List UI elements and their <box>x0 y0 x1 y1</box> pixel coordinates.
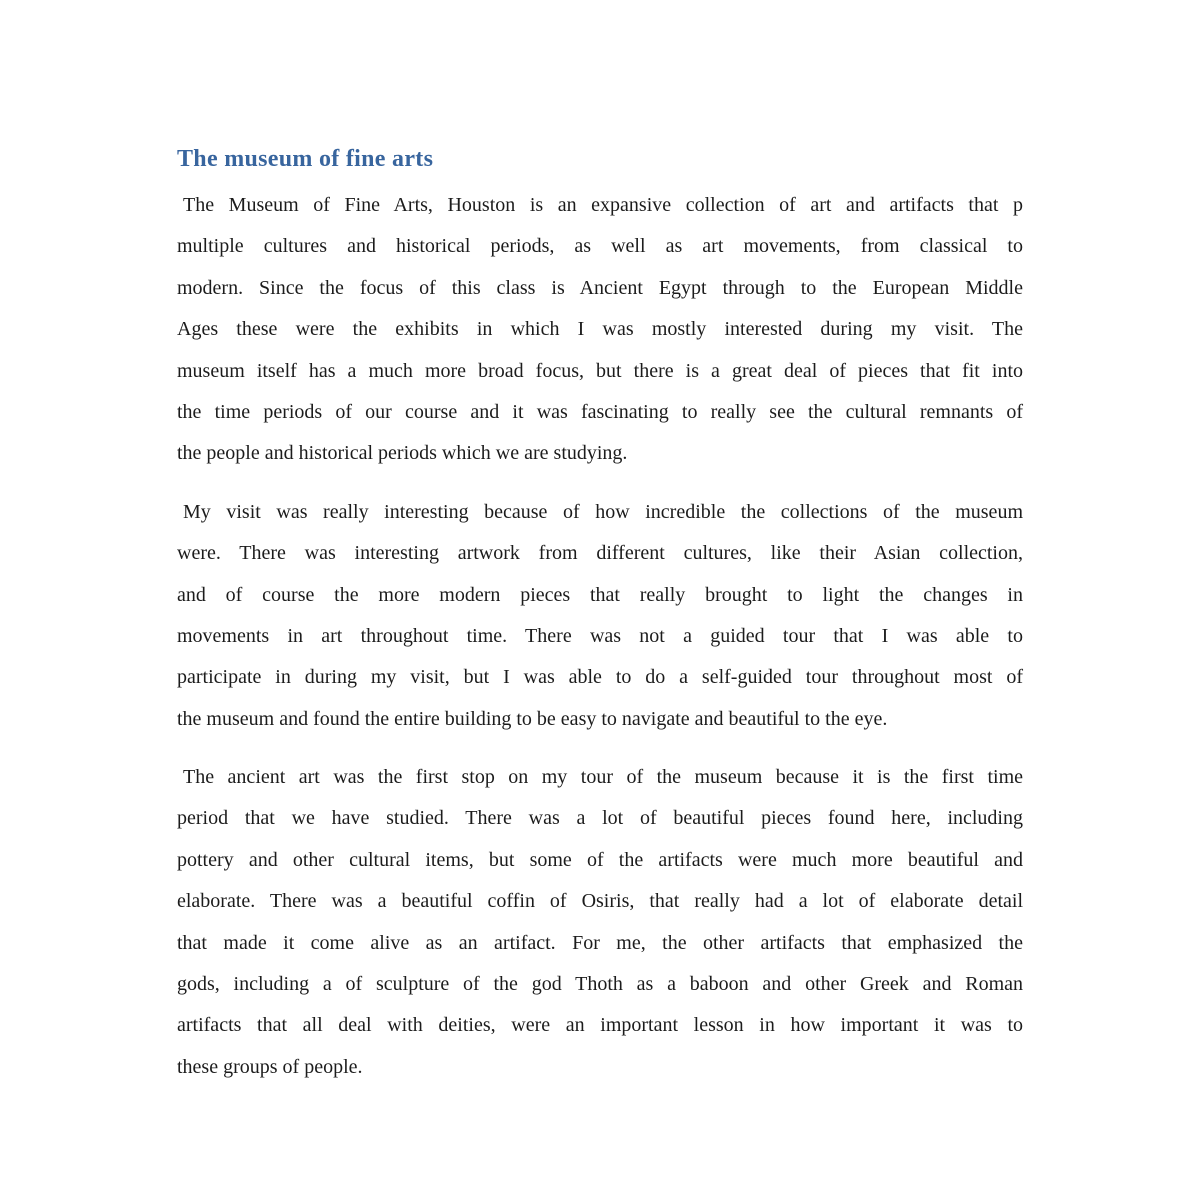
text-line: museum itself has a much more broad focus, but there is a great deal of pieces that fit into <box>177 359 1023 382</box>
text-line: Ages these were the exhibits in which I was mostly interested during my visit. The <box>177 318 1023 341</box>
text-line: modern. Since the focus of this class is Ancient Egypt through to the European Middle <box>177 276 1023 299</box>
text-line: The Museum of Fine Arts, Houston is an expansive collection of art and artifacts that p <box>183 194 1023 216</box>
text-line: the museum and found the entire building to be easy to navigate and beautiful to the eye. <box>177 707 888 730</box>
text-line: artifacts that all deal with deities, were an important lesson in how important it was to <box>177 1014 1023 1037</box>
text-line: pottery and other cultural items, but some of the artifacts were much more beautiful and <box>177 848 1023 871</box>
text-line: the time periods of our course and it was fascinating to really see the cultural remnants of <box>177 400 1023 423</box>
text-line: were. There was interesting artwork from different cultures, like their Asian collection, <box>177 542 1023 565</box>
text-line: period that we have studied. There was a lot of beautiful pieces found here, including <box>177 807 1023 830</box>
text-line: and of course the more modern pieces that really brought to light the changes in <box>177 583 1023 606</box>
document-content <box>177 144 1023 1105</box>
document-title: The museum of fine arts <box>177 146 434 172</box>
paragraph <box>177 185 1023 475</box>
document-body <box>177 185 1023 1088</box>
text-line: the people and historical periods which we are studying. <box>177 442 628 465</box>
text-line: gods, including a of sculpture of the god Thoth as a baboon and other Greek and Roman <box>177 973 1023 996</box>
paragraph <box>177 492 1023 740</box>
text-line: My visit was really interesting because of how incredible the collections of the museum <box>183 500 1023 523</box>
text-line: that made it come alive as an artifact. For me, the other artifacts that emphasized the <box>177 931 1023 954</box>
paragraph <box>177 757 1023 1088</box>
text-line: movements in art throughout time. There was not a guided tour that I was able to <box>177 624 1023 647</box>
text-line: these groups of people. <box>177 1055 363 1078</box>
text-line: elaborate. There was a beautiful coffin of Osiris, that really had a lot of elaborate detail <box>177 890 1023 913</box>
text-line: participate in during my visit, but I was able to do a self-guided tour throughout most of <box>177 666 1023 689</box>
text-line: The ancient art was the first stop on my tour of the museum because it is the first time <box>183 766 1023 789</box>
text-line: multiple cultures and historical periods, as well as art movements, from classical to <box>177 235 1023 258</box>
